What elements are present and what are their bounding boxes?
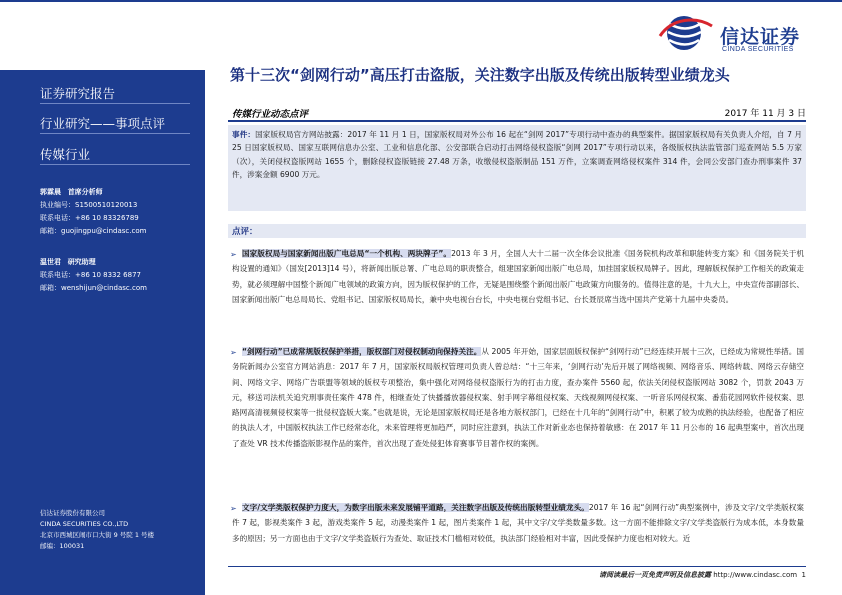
arrow-bullet-icon: ➢ (230, 504, 237, 513)
analyst-email: 邮箱：wenshijun@cindasc.com (40, 284, 147, 292)
paragraph-text: 从 2005 年开始，国家层面版权保护“剑网行动”已经连续开展十三次，已经成为常规性举措。国务院新闻办公室官方网站消息：2017 年 7 月，国家版权局版权管理司负责人曾总结：“十三年来，‘剑网行动’先后开展了网络视频、网络音乐、网络转载、网络云存储空间、网络文字、网络广告联盟等领域的版权专项整治，集中强化对网络侵权盗版行为的打击力度，查办案件 5560 起，依法关闭侵权盗版网站 3082 个，罚款 2043 万元，移送司法机关追究刑事责任案件 478 件，相继查处了快播播放器侵权案、射手网字幕组侵权案、天线视频网侵权案、一听音乐网侵权案、番茄花园网软件侵权案、思路网高清视频侵权案等一批侵权盗版大案。”也就是说，无论是国家版权局还是各地方版权部门，已经在十几年的“剑网行动”中，积累了较为成熟的执法经验，也配备了相应的执法人才，中国版权执法工作已经常态化，未来管理将更加趋严，同时应注意到，执法工作对新业态也保持着敏感：在 2017 年 11 月公布的 16 起典型案中，首次出现了查处 VR 技术传播盗版影视作品的案件，首次出现了查处侵犯体育赛事节目著作权的案例。 (232, 347, 804, 448)
sidebar-divider (40, 103, 190, 104)
comment-label-box (228, 224, 806, 238)
paragraph-text: 2013 年 3 月，全国人大十二届一次全体会议批准《国务院机构改革和职能转变方案》和《国务院关于机构设置的通知》（国发[2013]14 号），将新闻出版总署、广电总局的职责整合，组建国家新闻出版广电总局，加挂国家版权局牌子。因此，理解版权保护工作相关的政策走势，就必须理解中国整个新闻广电领域的政策方向，因为版权保护的工作，无疑是围绕整个新闻出版广电政策方向服务的。值得注意的是，十九大上，中央宣传部副部长、国家新闻出版广电总局局长、党组书记、国家版权局局长，兼中央电视台台长，中央电视台党组书记、台长聂辰席当选中国共产党第十九届中央委员。 (232, 249, 804, 304)
disclaimer-notice: 请阅读最后一页免责声明及信息披露 (599, 571, 711, 579)
arrow-bullet-icon: ➢ (230, 250, 237, 259)
analyst-title: 首席分析师 (67, 188, 103, 196)
comment-paragraph-2 (232, 344, 804, 451)
paragraph-highlight: 国家版权局与国家新闻出版广电总局“一个机构、两块牌子”。 (242, 249, 452, 258)
report-category: 传媒行业动态点评 (232, 109, 309, 120)
analyst-license: 执业编号：S1500510120013 (40, 201, 138, 209)
event-paragraph (232, 128, 802, 181)
report-type: 证券研究报告 (40, 86, 116, 101)
company-address: 北京市西城区闹市口大街 9 号院 1 号楼 (40, 531, 155, 539)
sidebar (0, 70, 205, 595)
analyst-name: 郭霖晨 (40, 188, 61, 196)
comment-paragraph-1 (232, 246, 804, 307)
analyst-1 (40, 186, 200, 238)
analyst-phone: 联系电话：+86 10 8332 6877 (40, 271, 141, 279)
brand-name-en: CINDA SECURITIES (722, 46, 794, 53)
comment-paragraph-3 (232, 500, 804, 564)
sidebar-divider (40, 133, 190, 134)
comment-label: 点评： (232, 227, 258, 237)
brand-name-cn: 信达证券 (720, 26, 801, 48)
page-title: 第十三次“剑网行动”高压打击盗版，关注数字出版及传统出版转型业绩龙头 (230, 66, 730, 84)
analyst-email: 邮箱：guojingpu@cindasc.com (40, 227, 147, 235)
analyst-name: 温世君 (40, 258, 61, 266)
analyst-phone: 联系电话：+86 10 83326789 (40, 214, 139, 222)
company-name-en: CINDA SECURITIES CO.,LTD (40, 520, 129, 528)
report-date: 2017 年 11 月 3 日 (724, 109, 806, 119)
paragraph-highlight: 文字/文学类版权保护力度大，为数字出版未来发展铺平道路，关注数字出版及传统出版转型业绩龙头。 (242, 503, 589, 512)
paragraph-highlight: “剑网行动”已成常规版权保护举措，版权部门对侵权制动向保持关注。 (242, 347, 482, 356)
top-rule (0, 0, 842, 2)
event-label: 事件： (232, 130, 256, 139)
page-number: 1 (801, 571, 806, 579)
analyst-2 (40, 256, 200, 295)
footer-rule (228, 566, 806, 567)
sidebar-divider (40, 164, 190, 165)
company-postcode: 邮编：100031 (40, 542, 85, 550)
industry-name: 传媒行业 (40, 147, 91, 162)
research-type: 行业研究——事项点评 (40, 116, 166, 131)
analyst-title: 研究助理 (67, 258, 96, 266)
arrow-bullet-icon: ➢ (230, 348, 237, 357)
event-text: 国家版权局官方网站披露：2017 年 11 月 1 日，国家版权局对外公布 16 起在“剑网 2017”专项行动中查办的典型案件。据国家版权局有关负责人介绍，自 7 月 25 日国家版权局、国家互联网信息办公室、工业和信息化部、公安部联合启动打击网络侵权盗版“剑网 2017”专项行动以来，各级版权执法监管部门巡查网站 5.5 万家（次），关闭侵权盗版网站 1655 个，删除侵权盗版链接 27.48 万条，收缴侵权盗版制品 151 万件，立案调查网络侵权案件 314 件，会同公安部门查办刑事案件 37 件，涉案金额 6900 万元。 (232, 130, 803, 179)
footer-url[interactable]: http://www.cindasc.com (713, 571, 798, 579)
footer-note (599, 570, 806, 580)
header-rule (228, 120, 806, 122)
paragraph-text: 2017 年 16 起“剑网行动”典型案例中，涉及文字/文学类版权案件 7 起，影视类案件 3 起，游戏类案件 5 起，动漫类案件 1 起，图片类案件 1 起，其中文字/文学类数量多数。这一方面不能排除文字/文学类盗版行为成本低，本身数量多的原因；另一方面也由于文字/文学类盗版行为查处、取证技术门槛相对较低，执法部门经验相对丰富，因此受保护力度也相对较大。近 (232, 503, 804, 543)
company-info (40, 508, 200, 552)
company-name-cn: 信达证券股份有限公司 (40, 509, 105, 517)
